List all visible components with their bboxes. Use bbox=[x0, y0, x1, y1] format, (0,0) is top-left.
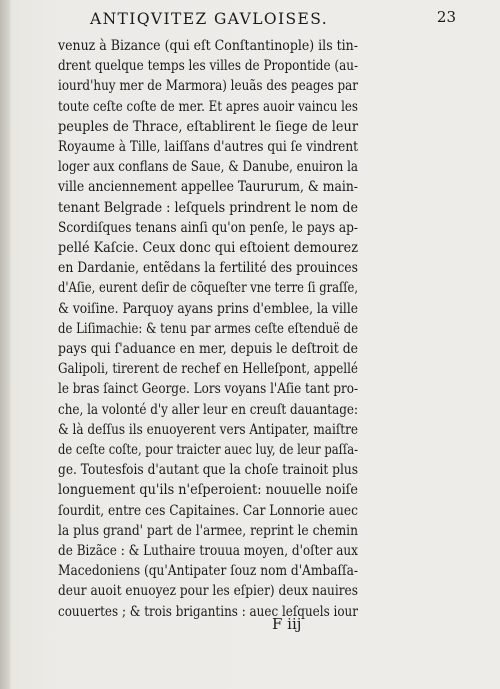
body-text bbox=[58, 36, 358, 622]
text-line: longuement qu'ils n'eſperoient: nouuelle noiſe bbox=[58, 482, 359, 499]
text-line: peuples de Thrace, eſtablirent le ſiege de leur bbox=[58, 118, 358, 135]
text-line: couuertes ; & trois brigantins : auec leſquels iour bbox=[58, 603, 358, 620]
page-header bbox=[60, 8, 462, 34]
running-title: ANTIQVITEZ GAVLOISES. bbox=[90, 10, 329, 28]
binding-gutter bbox=[0, 0, 10, 689]
page-number: 23 bbox=[436, 8, 456, 26]
text-line: le bras ſainct George. Lors voyans l'Aſie tant pro- bbox=[58, 381, 358, 398]
text-line: loger aux conflans de Saue, & Danube, enuiron la bbox=[58, 159, 358, 176]
text-line: deur auoit enuoyez pour les eſpier) deux nauires bbox=[58, 583, 358, 600]
signature-mark: F iij bbox=[272, 615, 302, 633]
text-line: Macedoniens (qu'Antipater ſouz nom d'Ambaſſa- bbox=[58, 563, 358, 580]
text-line: drent quelque temps les villes de Propontide (au- bbox=[58, 58, 359, 75]
text-line: Galipoli, tirerent de rechef en Helleſpont, appellé bbox=[58, 361, 358, 378]
text-line: pellé Kaſcie. Ceux donc qui eſtoient demourez bbox=[58, 240, 359, 257]
text-line: & voiſine. Parquoy ayans prins d'emblee, la ville bbox=[58, 300, 359, 317]
text-line: Scordiſques tenans ainſi qu'on penſe, le pays ap- bbox=[58, 219, 358, 236]
text-line: de Liſimachie: & tenu par armes ceſte eſtenduë de bbox=[58, 320, 358, 337]
text-line: venuz à Bizance (qui eſt Conſtantinople) ils tin- bbox=[58, 38, 358, 54]
text-line: de ceſte coſte, pour traicter auec luy, de leur paſſa- bbox=[58, 442, 359, 459]
text-line: la plus grand' part de l'armee, reprint le chemin bbox=[58, 522, 358, 539]
text-line: de Bizãce : & Luthaire trouua moyen, d'oſter aux bbox=[58, 543, 358, 560]
text-line: ge. Toutesfois d'autant que la choſe trainoit plus bbox=[58, 462, 359, 479]
text-line: Royaume à Tille, laiſſans d'autres qui ſe vindrent bbox=[58, 139, 359, 156]
text-line: ſourdit, entre ces Capitaines. Car Lonnorie auec bbox=[58, 502, 359, 519]
text-line: ville anciennement appellee Taururum, & main- bbox=[58, 179, 358, 196]
text-line: & là deſſus ils enuoyerent vers Antipater, maiſtre bbox=[58, 421, 358, 438]
text-line: toute ceſte coſte de mer. Et apres auoir vaincu les bbox=[58, 98, 358, 115]
text-line: iourd'huy mer de Marmora) leuãs des peages par bbox=[58, 78, 358, 95]
text-line: en Dardanie, entẽdans la fertilité des prouinces bbox=[58, 260, 358, 277]
text-line: d'Aſie, eurent deſir de cõqueſter vne terre ſi graſſe, bbox=[58, 280, 358, 297]
text-line: pays qui ſ'aduance en mer, depuis le deſtroit de bbox=[58, 341, 359, 358]
text-line: che, la volonté d'y aller leur en creuſt dauantage: bbox=[58, 401, 358, 418]
text-line: tenant Belgrade : leſquels prindrent le nom de bbox=[58, 199, 358, 216]
